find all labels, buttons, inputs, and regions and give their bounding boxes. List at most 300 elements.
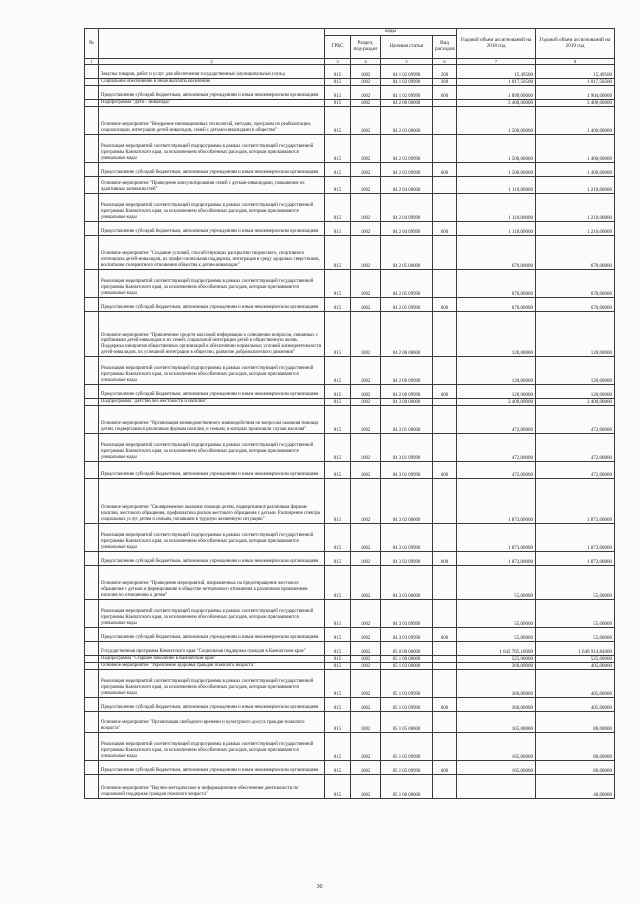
row-name: Реализация мероприятий соответствующей подпрограммы в рамках соответствующей государственной программы Камчатского края, за исключением обособленных расходов, которым присваиваются уникальные коды xyxy=(99,194,325,222)
row-amount-2019: 1 017,50500 xyxy=(536,79,615,86)
row-expense-type: 600 xyxy=(433,86,457,100)
row-target-article: 04 3 03 00000 xyxy=(381,566,433,600)
column-number: 7 xyxy=(457,59,536,65)
row-name: Закупка товаров, работ и услуг для обеспечения государственных (муниципальных) нужд xyxy=(99,65,325,79)
row-number xyxy=(85,524,99,552)
row-grbs: 815 xyxy=(325,698,351,712)
row-razdel: 1002 xyxy=(351,177,381,194)
table-row xyxy=(85,663,615,670)
row-grbs: 815 xyxy=(325,100,351,107)
row-number xyxy=(85,194,99,222)
row-amount-2019: 405,00000 xyxy=(536,663,615,670)
row-amount-2019: 1 210,00000 xyxy=(536,222,615,236)
table-row xyxy=(85,107,615,135)
row-amount-2019: 80,00000 xyxy=(536,761,615,775)
table-row xyxy=(85,399,615,406)
row-name: Подпрограмма "Старшее поколение в Камчатском крае" xyxy=(99,656,325,663)
row-razdel: 1002 xyxy=(351,357,381,385)
row-razdel: 1002 xyxy=(351,733,381,761)
row-grbs: 815 xyxy=(325,177,351,194)
row-amount-2018: 3 400,00000 xyxy=(457,100,536,107)
table-row xyxy=(85,298,615,312)
row-number xyxy=(85,670,99,698)
row-razdel: 1002 xyxy=(351,194,381,222)
row-grbs: 815 xyxy=(325,222,351,236)
table-row xyxy=(85,733,615,761)
row-amount-2019: 1 873,00000 xyxy=(536,524,615,552)
row-expense-type xyxy=(433,236,457,270)
row-grbs: 815 xyxy=(325,600,351,628)
table-row xyxy=(85,434,615,462)
row-grbs: 815 xyxy=(325,462,351,479)
row-grbs: 815 xyxy=(325,775,351,799)
row-number xyxy=(85,177,99,194)
row-grbs: 815 xyxy=(325,670,351,698)
row-expense-type: 600 xyxy=(433,163,457,177)
row-expense-type: 600 xyxy=(433,222,457,236)
row-grbs: 815 xyxy=(325,566,351,600)
row-amount-2018: 360,00000 xyxy=(457,670,536,698)
row-amount-2019: 40,00000 xyxy=(536,775,615,799)
row-name: Предоставление субсидий бюджетным, автономным учреждениям и иным некоммерческим организациям xyxy=(99,385,325,399)
row-amount-2018: 1 873,00000 xyxy=(457,479,536,524)
row-razdel: 1002 xyxy=(351,552,381,566)
row-amount-2018: 120,00000 xyxy=(457,385,536,399)
header-target-article: Целевая статья xyxy=(381,36,433,59)
table-row xyxy=(85,385,615,399)
row-amount-2019: 120,00000 xyxy=(536,357,615,385)
table-row xyxy=(85,236,615,270)
column-number: 5 xyxy=(381,59,433,65)
table-row xyxy=(85,712,615,733)
row-target-article: 05 1 00 00000 xyxy=(381,656,433,663)
row-expense-type: 200 xyxy=(433,65,457,79)
row-grbs: 815 xyxy=(325,663,351,670)
row-name: Основное мероприятие "Своевременное оказание помощи детям, подвергшимся различным формам насилия, жестокого обращения, профилактика рисков жестокого обращения с детьми. Расширение спектра социальных услуг детям и семьям, попавшим в трудную жизненную ситуацию" xyxy=(99,479,325,524)
row-number xyxy=(85,236,99,270)
row-name: Реализация мероприятий соответствующей подпрограммы в рамках соответствующей государственной программы Камчатского края, за исключением обособленных расходов, которым присваиваются уникальные коды xyxy=(99,434,325,462)
row-razdel: 1002 xyxy=(351,566,381,600)
row-target-article: 04 2 03 09990 xyxy=(381,135,433,163)
row-expense-type xyxy=(433,399,457,406)
row-expense-type: 300 xyxy=(433,79,457,86)
row-amount-2018: 670,00000 xyxy=(457,298,536,312)
row-target-article: 04 2 05 09990 xyxy=(381,298,433,312)
row-amount-2018: 165,00000 xyxy=(457,761,536,775)
row-name: Основное мероприятие "Укрепление здоровья граждан пожилого возраста" xyxy=(99,663,325,670)
row-amount-2018: 1 500,00000 xyxy=(457,107,536,135)
row-number xyxy=(85,600,99,628)
row-amount-2019: 1 649 914,84000 xyxy=(536,642,615,656)
row-grbs: 815 xyxy=(325,163,351,177)
row-target-article: 04 1 02 09990 xyxy=(381,86,433,100)
row-amount-2018: 2 400,00000 xyxy=(457,399,536,406)
row-number xyxy=(85,642,99,656)
row-name: Реализация мероприятий соответствующей подпрограммы в рамках соответствующей государственной программы Камчатского края, за исключением обособленных расходов, которым присваиваются уникальные коды xyxy=(99,135,325,163)
table-row xyxy=(85,65,615,79)
row-name: Реализация мероприятий соответствующей подпрограммы в рамках соответствующей государственной программы Камчатского края, за исключением обособленных расходов, которым присваиваются уникальные коды xyxy=(99,270,325,298)
row-razdel: 1002 xyxy=(351,222,381,236)
table-row xyxy=(85,479,615,524)
header-expense-type: Вид расходов xyxy=(433,36,457,59)
row-name: Подпрограмма "Детство без жестокости и насилия" xyxy=(99,399,325,406)
header-year-2018: Годовой объем ассигнований на 2018 год xyxy=(457,29,536,59)
row-target-article: 04 2 04 00000 xyxy=(381,177,433,194)
row-razdel: 1002 xyxy=(351,434,381,462)
row-grbs: 815 xyxy=(325,479,351,524)
column-number: 6 xyxy=(433,59,457,65)
row-expense-type xyxy=(433,600,457,628)
row-target-article: 05 1 05 09990 xyxy=(381,733,433,761)
row-target-article: 05 1 05 09990 xyxy=(381,761,433,775)
row-amount-2019: 55,00000 xyxy=(536,600,615,628)
header-codes-group: коды xyxy=(325,29,457,36)
row-name: Основное мероприятие "Привлечение средств массовой информации к освещению вопросов, связанных с проблемами детей-инвалидов и их семей, социальной интеграции детей в общественную жизнь. Поддержка инициатив общественных организаций в обеспечении нормальных условий жизнедеятельности детей-инвалидов, их успешной интеграции в общество, развитие добровольческого движения" xyxy=(99,312,325,357)
row-target-article: 04 2 05 00000 xyxy=(381,236,433,270)
row-razdel: 1002 xyxy=(351,298,381,312)
row-amount-2018: 472,00000 xyxy=(457,462,536,479)
row-razdel: 1002 xyxy=(351,670,381,698)
table-row xyxy=(85,656,615,663)
row-razdel: 1002 xyxy=(351,712,381,733)
table-row xyxy=(85,222,615,236)
row-razdel: 1002 xyxy=(351,312,381,357)
row-target-article: 04 2 06 09990 xyxy=(381,385,433,399)
row-name: Реализация мероприятий соответствующей подпрограммы в рамках соответствующей государственной программы Камчатского края, за исключением обособленных расходов, которым присваиваются уникальные коды xyxy=(99,733,325,761)
row-amount-2019: 1 210,00000 xyxy=(536,177,615,194)
row-amount-2019: 1 873,00000 xyxy=(536,479,615,524)
row-number xyxy=(85,65,99,79)
table-header-row xyxy=(85,29,615,36)
row-amount-2018: 1 873,00000 xyxy=(457,552,536,566)
table-row xyxy=(85,194,615,222)
table-row xyxy=(85,628,615,642)
row-name: Предоставление субсидий бюджетным, автономным учреждениям и иным некоммерческим организациям xyxy=(99,628,325,642)
row-target-article: 04 1 02 09990 xyxy=(381,79,433,86)
row-amount-2019: 3 400,00000 xyxy=(536,100,615,107)
row-grbs: 815 xyxy=(325,236,351,270)
table-row xyxy=(85,79,615,86)
row-target-article: 05 1 03 09990 xyxy=(381,670,433,698)
row-amount-2019: 472,00000 xyxy=(536,434,615,462)
row-number xyxy=(85,135,99,163)
row-amount-2018 xyxy=(457,775,536,799)
row-number xyxy=(85,79,99,86)
row-amount-2018: 1 500,00000 xyxy=(457,163,536,177)
row-amount-2019: 405,00000 xyxy=(536,670,615,698)
row-number xyxy=(85,385,99,399)
table-body xyxy=(85,65,615,799)
row-amount-2019: 1 400,00000 xyxy=(536,107,615,135)
row-razdel: 1002 xyxy=(351,761,381,775)
row-expense-type xyxy=(433,194,457,222)
row-name: Государственная программа Камчатского края "Социальная поддержка граждан в Камчатском крае" xyxy=(99,642,325,656)
row-amount-2019: 1 400,00000 xyxy=(536,135,615,163)
row-grbs: 815 xyxy=(325,733,351,761)
row-grbs: 815 xyxy=(325,434,351,462)
row-amount-2019: 1 400,00000 xyxy=(536,163,615,177)
row-grbs: 815 xyxy=(325,79,351,86)
row-number xyxy=(85,222,99,236)
row-grbs: 815 xyxy=(325,298,351,312)
row-amount-2018: 120,00000 xyxy=(457,357,536,385)
row-grbs: 815 xyxy=(325,628,351,642)
row-amount-2018: 525,00000 xyxy=(457,656,536,663)
row-name: Основное мероприятие "Внедрение инновационных технологий, методик, программ по реабилитации, социализации, интеграции детей-инвалидов, семей с детьми-инвалидами в общество" xyxy=(99,107,325,135)
row-target-article: 04 2 06 00000 xyxy=(381,312,433,357)
table-row xyxy=(85,566,615,600)
row-grbs: 815 xyxy=(325,194,351,222)
row-expense-type xyxy=(433,270,457,298)
row-expense-type xyxy=(433,479,457,524)
row-name: Основное мероприятие "Организация межведомственного взаимодействия по вопросам оказания помощи детям, подвергшимся различным формам насилия, и семьям, в которых произошли случаи насилия" xyxy=(99,406,325,434)
table-row xyxy=(85,552,615,566)
header-razdel: Раздел, под-раздел xyxy=(351,36,381,59)
row-razdel: 1002 xyxy=(351,65,381,79)
row-amount-2019: 120,00000 xyxy=(536,312,615,357)
row-razdel: 1002 xyxy=(351,135,381,163)
table-row xyxy=(85,86,615,100)
row-razdel: 1002 xyxy=(351,406,381,434)
row-grbs: 815 xyxy=(325,524,351,552)
row-number xyxy=(85,434,99,462)
row-expense-type: 600 xyxy=(433,298,457,312)
page-number: 30 xyxy=(316,884,323,890)
row-number xyxy=(85,552,99,566)
table-row xyxy=(85,698,615,712)
row-target-article: 04 3 01 09990 xyxy=(381,462,433,479)
row-number xyxy=(85,698,99,712)
row-razdel: 1002 xyxy=(351,163,381,177)
table-row xyxy=(85,357,615,385)
row-amount-2018: 55,00000 xyxy=(457,566,536,600)
row-number xyxy=(85,775,99,799)
row-amount-2019: 472,00000 xyxy=(536,406,615,434)
row-name: Предоставление субсидий бюджетным, автономным учреждениям и иным некоммерческим организациям xyxy=(99,698,325,712)
row-number xyxy=(85,656,99,663)
row-expense-type xyxy=(433,312,457,357)
row-amount-2019: 55,00000 xyxy=(536,628,615,642)
row-amount-2018: 360,00000 xyxy=(457,698,536,712)
row-grbs: 815 xyxy=(325,399,351,406)
row-target-article: 04 3 00 00000 xyxy=(381,399,433,406)
table-row xyxy=(85,406,615,434)
row-amount-2018: 1 642 705,18000 xyxy=(457,642,536,656)
row-expense-type xyxy=(433,670,457,698)
row-name: Реализация мероприятий соответствующей подпрограммы в рамках соответствующей государственной программы Камчатского края, за исключением обособленных расходов, которым присваиваются уникальные коды xyxy=(99,524,325,552)
row-grbs: 815 xyxy=(325,406,351,434)
table-row xyxy=(85,524,615,552)
row-razdel: 1002 xyxy=(351,107,381,135)
row-amount-2019: 670,00000 xyxy=(536,270,615,298)
row-grbs: 815 xyxy=(325,712,351,733)
row-number xyxy=(85,462,99,479)
row-expense-type xyxy=(433,406,457,434)
row-expense-type xyxy=(433,434,457,462)
table-row xyxy=(85,670,615,698)
row-name: Предоставление субсидий бюджетным, автономным учреждениям и иным некоммерческим организациям xyxy=(99,552,325,566)
table-row xyxy=(85,100,615,107)
row-expense-type: 600 xyxy=(433,462,457,479)
row-number xyxy=(85,312,99,357)
row-razdel: 1002 xyxy=(351,628,381,642)
table-row xyxy=(85,177,615,194)
row-expense-type xyxy=(433,566,457,600)
row-grbs: 815 xyxy=(325,656,351,663)
row-amount-2018: 1 110,00000 xyxy=(457,177,536,194)
row-expense-type xyxy=(433,663,457,670)
row-expense-type xyxy=(433,712,457,733)
header-name xyxy=(99,29,325,59)
row-target-article: 04 3 03 09990 xyxy=(381,600,433,628)
row-expense-type xyxy=(433,775,457,799)
row-name: Основное мероприятие "Научно-методическое и информационное обеспечение деятельности по социальной поддержке граждан пожилого возраста" xyxy=(99,775,325,799)
table-row xyxy=(85,775,615,799)
row-name: Реализация мероприятий соответствующей подпрограммы в рамках соответствующей государственной программы Камчатского края, за исключением обособленных расходов, которым присваиваются уникальные коды xyxy=(99,600,325,628)
row-amount-2018: 55,00000 xyxy=(457,600,536,628)
row-target-article: 04 2 03 00000 xyxy=(381,107,433,135)
row-amount-2018: 120,00000 xyxy=(457,312,536,357)
row-amount-2019: 1 904,00000 xyxy=(536,86,615,100)
row-amount-2019: 55,00000 xyxy=(536,566,615,600)
row-name: Основное мероприятие "Проведение консультирования семей с детьми-инвалидами, повышение их адаптивных возможностей" xyxy=(99,177,325,194)
row-expense-type xyxy=(433,135,457,163)
row-number xyxy=(85,270,99,298)
row-target-article: 04 2 00 00000 xyxy=(381,100,433,107)
row-amount-2019: 80,00000 xyxy=(536,712,615,733)
row-number xyxy=(85,628,99,642)
row-number xyxy=(85,712,99,733)
row-expense-type xyxy=(433,642,457,656)
row-amount-2018: 1 110,00000 xyxy=(457,194,536,222)
table-row xyxy=(85,642,615,656)
row-name: Социальное обеспечение и иные выплаты населению xyxy=(99,79,325,86)
row-expense-type xyxy=(433,733,457,761)
row-expense-type: 600 xyxy=(433,698,457,712)
row-expense-type: 600 xyxy=(433,385,457,399)
column-number: 8 xyxy=(536,59,615,65)
row-grbs: 815 xyxy=(325,761,351,775)
table-row xyxy=(85,312,615,357)
row-target-article: 04 3 02 09990 xyxy=(381,524,433,552)
row-target-article: 05 1 03 09990 xyxy=(381,698,433,712)
row-expense-type: 600 xyxy=(433,552,457,566)
row-amount-2018: 360,00000 xyxy=(457,663,536,670)
row-expense-type xyxy=(433,100,457,107)
row-expense-type xyxy=(433,107,457,135)
row-grbs: 815 xyxy=(325,357,351,385)
row-number xyxy=(85,298,99,312)
row-target-article: 04 2 04 09990 xyxy=(381,222,433,236)
table-row xyxy=(85,270,615,298)
row-razdel: 1002 xyxy=(351,236,381,270)
row-number xyxy=(85,86,99,100)
table-row xyxy=(85,163,615,177)
row-amount-2018: 1 110,00000 xyxy=(457,222,536,236)
row-name: Основное мероприятие "Проведение мероприятий, направленных на предотвращение жестокого обращения с детьми и формирование в обществе нетерпимого отношения к различным проявлениям насилия по отношению к детям" xyxy=(99,566,325,600)
row-amount-2019: 472,00000 xyxy=(536,462,615,479)
row-target-article: 04 3 03 09990 xyxy=(381,628,433,642)
table-row xyxy=(85,600,615,628)
row-number xyxy=(85,733,99,761)
row-expense-type: 600 xyxy=(433,628,457,642)
row-expense-type xyxy=(433,357,457,385)
table-row xyxy=(85,462,615,479)
row-razdel: 1002 xyxy=(351,86,381,100)
row-expense-type xyxy=(433,656,457,663)
row-target-article: 04 3 02 09990 xyxy=(381,552,433,566)
header-year-2019: Годовой объем ассигнований на 2019 год xyxy=(536,29,615,59)
row-target-article: 04 2 03 09990 xyxy=(381,163,433,177)
row-target-article: 05 1 03 00000 xyxy=(381,663,433,670)
row-amount-2019: 1 873,00000 xyxy=(536,552,615,566)
header-number: № xyxy=(85,29,99,59)
row-number xyxy=(85,406,99,434)
row-grbs: 815 xyxy=(325,86,351,100)
row-razdel: 1002 xyxy=(351,462,381,479)
table-row xyxy=(85,135,615,163)
row-amount-2019: 80,00000 xyxy=(536,733,615,761)
row-razdel: 1002 xyxy=(351,385,381,399)
row-number xyxy=(85,107,99,135)
row-razdel: 1002 xyxy=(351,642,381,656)
row-target-article: 04 2 05 09990 xyxy=(381,270,433,298)
row-amount-2019: 2 400,00000 xyxy=(536,399,615,406)
row-expense-type xyxy=(433,524,457,552)
row-name: Реализация мероприятий соответствующей подпрограммы в рамках соответствующей государственной программы Камчатского края, за исключением обособленных расходов, которым присваиваются уникальные коды xyxy=(99,670,325,698)
row-razdel: 1002 xyxy=(351,600,381,628)
row-amount-2018: 670,00000 xyxy=(457,236,536,270)
row-amount-2018: 165,00000 xyxy=(457,733,536,761)
row-amount-2019: 1 210,00000 xyxy=(536,194,615,222)
row-amount-2019: 525,00000 xyxy=(536,656,615,663)
row-name: Основное мероприятие "Организация свободного времени и культурного досуга граждан пожилого возраста" xyxy=(99,712,325,733)
row-name: Подпрограмма "Дети - инвалиды" xyxy=(99,100,325,107)
table-row xyxy=(85,761,615,775)
row-razdel: 1002 xyxy=(351,479,381,524)
row-expense-type xyxy=(433,177,457,194)
row-name: Реализация мероприятий соответствующей подпрограммы в рамках соответствующей государственной программы Камчатского края, за исключением обособленных расходов, которым присваиваются уникальные коды xyxy=(99,357,325,385)
row-target-article: 04 2 06 09990 xyxy=(381,357,433,385)
row-amount-2018: 472,00000 xyxy=(457,434,536,462)
row-amount-2018: 472,00000 xyxy=(457,406,536,434)
row-grbs: 815 xyxy=(325,135,351,163)
row-expense-type: 600 xyxy=(433,761,457,775)
row-target-article: 04 3 02 00000 xyxy=(381,479,433,524)
row-amount-2018: 1 017,50500 xyxy=(457,79,536,86)
row-razdel: 1002 xyxy=(351,399,381,406)
row-number xyxy=(85,663,99,670)
row-target-article: 04 3 01 09990 xyxy=(381,434,433,462)
row-razdel: 1002 xyxy=(351,656,381,663)
row-grbs: 815 xyxy=(325,270,351,298)
column-number: 4 xyxy=(351,59,381,65)
row-amount-2018: 1 899,00000 xyxy=(457,86,536,100)
row-target-article: 05 1 05 00000 xyxy=(381,712,433,733)
row-target-article: 04 1 02 09990 xyxy=(381,65,433,79)
column-number: 1 xyxy=(85,59,99,65)
row-razdel: 1002 xyxy=(351,663,381,670)
header-grbs: ГРБС xyxy=(325,36,351,59)
row-name: Предоставление субсидий бюджетным, автономным учреждениям и иным некоммерческим организациям xyxy=(99,222,325,236)
row-amount-2019: 670,00000 xyxy=(536,236,615,270)
budget-allocation-table xyxy=(84,28,615,799)
row-grbs: 815 xyxy=(325,107,351,135)
row-amount-2018: 15,49500 xyxy=(457,65,536,79)
row-number xyxy=(85,399,99,406)
row-amount-2019: 120,00000 xyxy=(536,385,615,399)
row-number xyxy=(85,566,99,600)
